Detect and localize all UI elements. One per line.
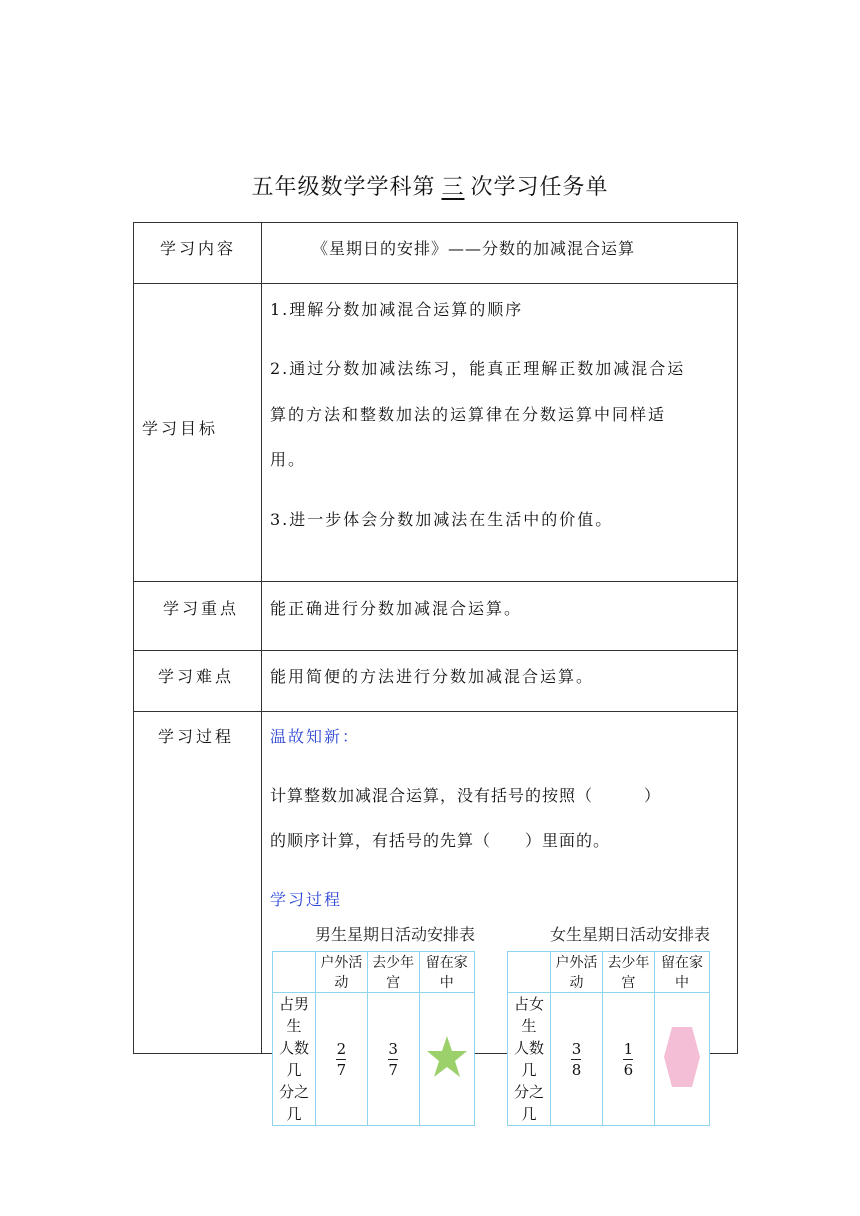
fraction-bar <box>571 1059 581 1060</box>
boys-table-title: 男生星期日活动安排表 <box>315 925 476 944</box>
header-cell: 去少年宫 <box>367 952 419 993</box>
row-header-line: 分之几 <box>513 1083 544 1123</box>
label-difficulty: 学习难点 <box>158 667 235 686</box>
row-divider <box>133 283 738 284</box>
header-cell: 去少年宫 <box>602 952 654 993</box>
focus-value: 能正确进行分数加减混合运算。 <box>270 599 523 618</box>
table-corner-cell <box>273 952 316 993</box>
row-header-line: 人数几 <box>278 1039 309 1079</box>
table-border-right <box>737 222 738 1054</box>
header-cell: 留在家中 <box>419 952 475 993</box>
goal-item: 用。 <box>270 450 307 469</box>
fraction-denominator: 7 <box>388 1060 398 1079</box>
goal-item: 1.理解分数加减混合运算的顺序 <box>270 300 524 319</box>
column-divider <box>261 222 262 1054</box>
girls-table-title: 女生星期日活动安排表 <box>550 925 711 944</box>
title-suffix: 次学习任务单 <box>470 175 609 200</box>
fraction-numerator: 3 <box>388 1039 398 1058</box>
label-goals: 学习目标 <box>142 419 219 438</box>
title-number: 三 <box>441 175 465 200</box>
row-header-line: 人数几 <box>513 1039 544 1079</box>
girls-schedule-table <box>507 951 710 1126</box>
fraction-denominator: 8 <box>571 1060 582 1079</box>
header-cell: 户外活动 <box>316 952 368 993</box>
fraction-bar <box>336 1059 346 1060</box>
star-icon <box>425 1034 469 1080</box>
fraction-numerator: 3 <box>571 1039 582 1058</box>
shape-cell <box>654 993 709 1126</box>
fraction-cell <box>551 993 603 1126</box>
row-header-line: 占女生 <box>513 995 544 1035</box>
fraction-bar <box>388 1059 398 1060</box>
fraction-denominator: 7 <box>336 1060 347 1079</box>
row-header-cell <box>508 993 551 1126</box>
row-divider <box>133 581 738 582</box>
title-prefix: 五年级数学学科第 <box>251 175 436 200</box>
table-border-left <box>133 222 134 1054</box>
fraction-cell <box>602 993 654 1126</box>
fraction-numerator: 2 <box>336 1039 347 1058</box>
goal-item: 算的方法和整数加法的运算律在分数运算中同样适 <box>270 405 667 424</box>
row-header-line: 分之几 <box>278 1083 309 1123</box>
fraction <box>388 1040 398 1079</box>
table-corner-cell <box>508 952 551 993</box>
review-line: 计算整数加减混合运算，没有括号的按照（ ） <box>270 786 662 805</box>
row-header-cell <box>273 993 316 1126</box>
fraction-denominator: 6 <box>623 1060 634 1079</box>
row-divider <box>133 650 738 651</box>
review-heading: 温故知新： <box>270 727 361 746</box>
fraction-cell <box>316 993 368 1126</box>
shape-cell <box>419 993 475 1126</box>
hexagon-icon <box>662 1025 702 1089</box>
fraction <box>623 1040 633 1079</box>
label-process: 学习过程 <box>158 727 235 746</box>
label-content: 学习内容 <box>160 239 237 258</box>
page-title <box>0 170 860 201</box>
row-divider <box>133 711 738 712</box>
label-focus: 学习重点 <box>163 599 240 618</box>
fraction-cell <box>367 993 419 1126</box>
fraction-bar <box>623 1059 633 1060</box>
header-cell: 留在家中 <box>654 952 709 993</box>
goal-item: 3.进一步体会分数加减法在生活中的价值。 <box>270 510 614 529</box>
fraction-numerator: 1 <box>623 1039 634 1058</box>
content-value: 《星期日的安排》——分数的加减混合运算 <box>312 239 636 258</box>
fraction <box>336 1040 346 1079</box>
goal-item: 2.通过分数加减法练习，能真正理解正数加减混合运 <box>270 359 686 378</box>
process-heading: 学习过程 <box>270 890 343 909</box>
table-border-top <box>133 222 738 223</box>
fraction <box>571 1040 581 1079</box>
row-header-line: 占男生 <box>278 995 309 1035</box>
review-line: 的顺序计算，有括号的先算（ ）里面的。 <box>270 831 611 850</box>
header-cell: 户外活动 <box>551 952 603 993</box>
boys-schedule-table <box>272 951 475 1126</box>
difficulty-value: 能用简便的方法进行分数加减混合运算。 <box>270 667 595 686</box>
